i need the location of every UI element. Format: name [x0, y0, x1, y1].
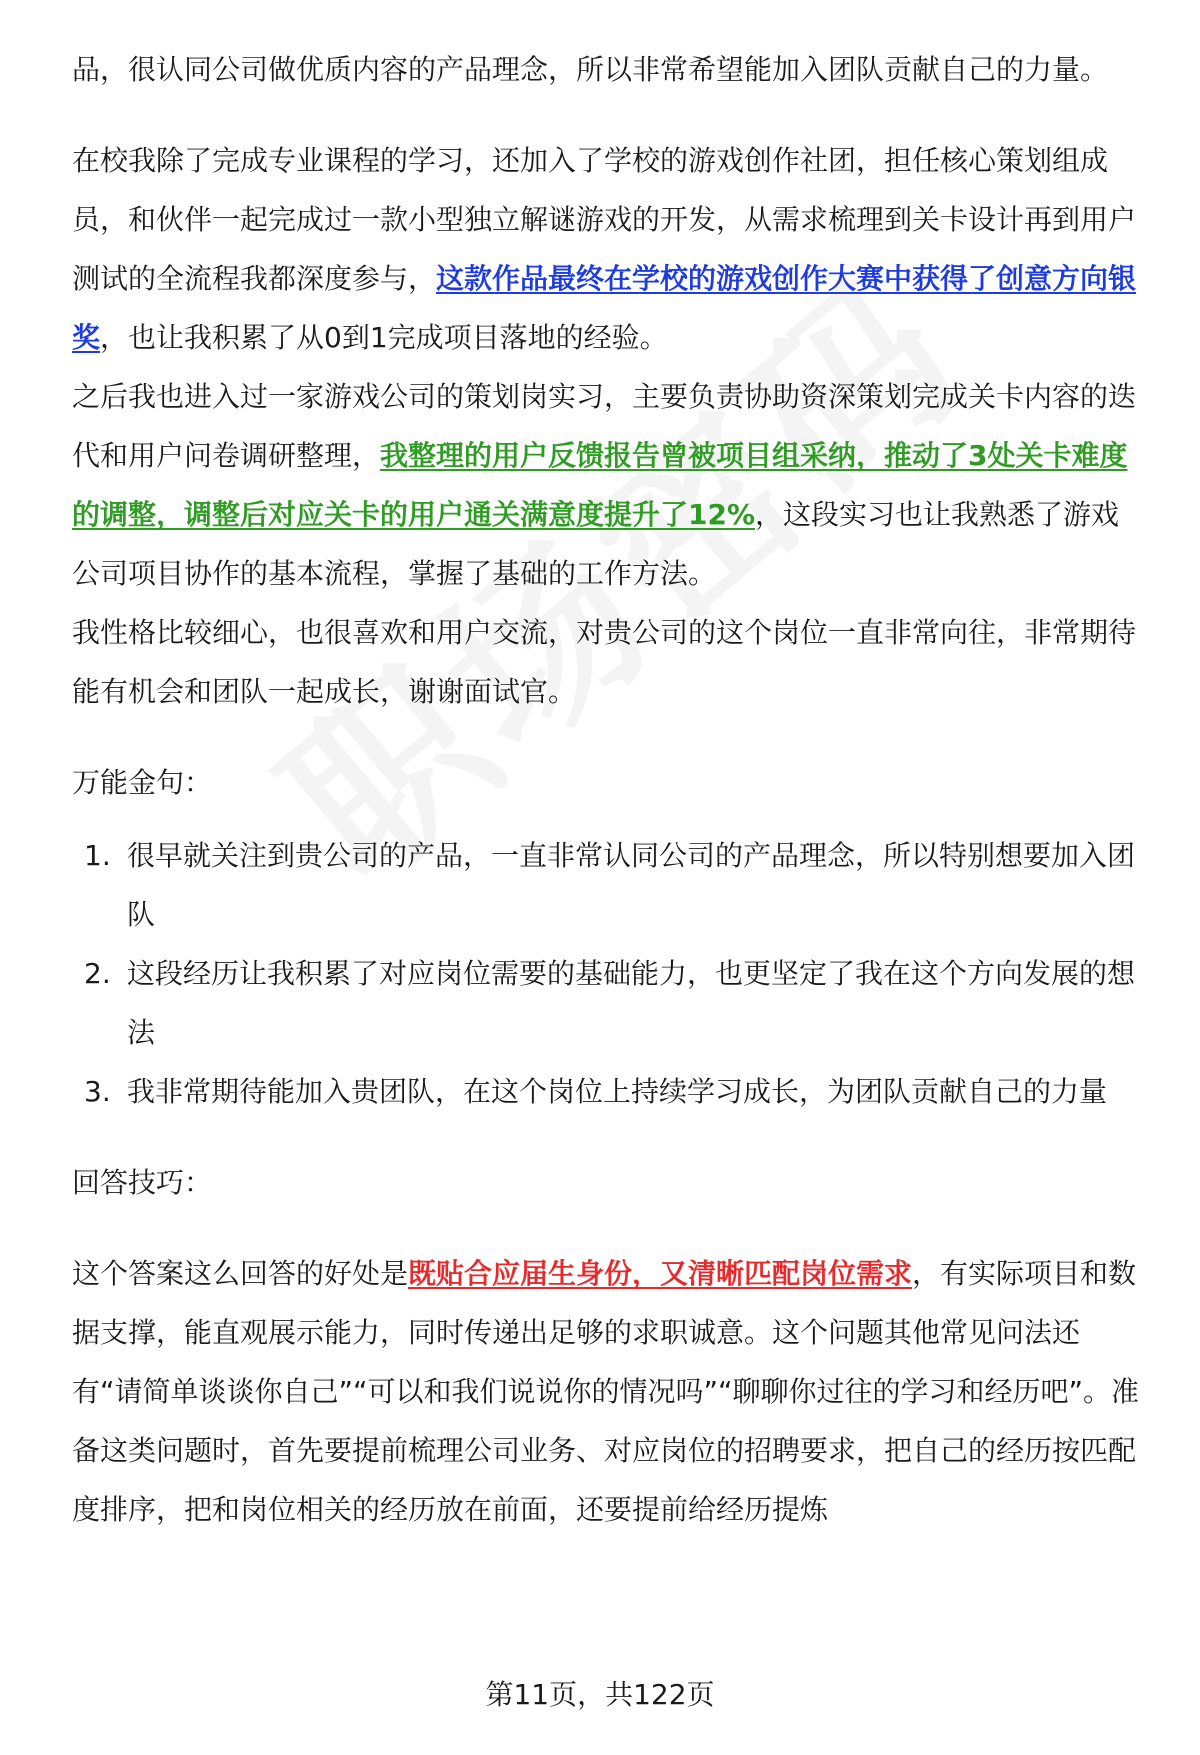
heading-answer-tips: 回答技巧：	[72, 1166, 213, 1199]
paragraph-intro-end: 品，很认同公司做优质内容的产品理念，所以非常希望能加入团队贡献自己的力量。	[72, 53, 1109, 86]
list-number: 2.	[84, 957, 111, 990]
paragraph-tips	[72, 1244, 1147, 1539]
text-segment: ，有实际项目和数据支撑，能直观展示能力，同时传递出足够的求职诚意。这个问题其他常见问法还有“请简单谈谈你自己”“可以和我们说说你的情况吗”“聊聊你过往的学习和经历吧”。准备这类问题时，首先要提前梳理公司业务、对应岗位的招聘要求，把自己的经历按匹配度排序，把和岗位相关的经历放在前面，还要提前给经历提炼	[72, 1257, 1140, 1526]
paragraph-personality: 我性格比较细心，也很喜欢和用户交流，对贵公司的这个岗位一直非常向往，非常期待能有机会和团队一起成长，谢谢面试官。	[72, 616, 1137, 708]
text-segment: ，也让我积累了从0到1完成项目落地的经验。	[100, 321, 668, 354]
list-item	[72, 944, 1147, 1062]
paragraph-school-experience	[72, 131, 1147, 367]
highlight-award: 这款作品最终在学校的游戏创作大赛中获得了创意方向银奖	[72, 262, 1137, 354]
list-item	[72, 1062, 1147, 1121]
list-number: 1.	[84, 839, 111, 872]
highlight-achievement: 我整理的用户反馈报告曾被项目组采纳，推动了3处关卡难度的调整，调整后对应关卡的用户通关满意度提升了12%	[72, 439, 1128, 531]
golden-sentences-list	[72, 826, 1147, 1121]
paragraph-internship	[72, 367, 1147, 603]
list-number: 3.	[84, 1075, 111, 1108]
highlight-key-benefit: 既贴合应届生身份，又清晰匹配岗位需求	[408, 1257, 913, 1290]
text-segment: 在校我除了完成专业课程的学习，还加入了学校的游戏创作社团，担任核心策划组成员，和伙伴一起完成过一款小型独立解谜游戏的开发，从需求梳理到关卡设计再到用户测试的全流程我都深度参与，	[72, 144, 1137, 295]
text-segment: 这个答案这么回答的好处是	[72, 1257, 409, 1290]
list-item	[72, 826, 1147, 944]
list-text: 我非常期待能加入贵团队，在这个岗位上持续学习成长，为团队贡献自己的力量	[127, 1075, 1108, 1108]
text-segment: 之后我也进入过一家游戏公司的策划岗实习，主要负责协助资深策划完成关卡内容的迭代和用户问卷调研整理，	[72, 380, 1137, 472]
list-text: 这段经历让我积累了对应岗位需要的基础能力，也更坚定了我在这个方向发展的想法	[127, 957, 1136, 1049]
list-text: 很早就关注到贵公司的产品，一直非常认同公司的产品理念，所以特别想要加入团队	[127, 839, 1136, 931]
document-page	[72, 40, 1147, 1539]
page-number-footer: 第11页，共122页	[485, 1678, 715, 1711]
text-segment: ，这段实习也让我熟悉了游戏公司项目协作的基本流程，掌握了基础的工作方法。	[72, 498, 1120, 590]
heading-golden-sentences: 万能金句：	[72, 766, 213, 799]
